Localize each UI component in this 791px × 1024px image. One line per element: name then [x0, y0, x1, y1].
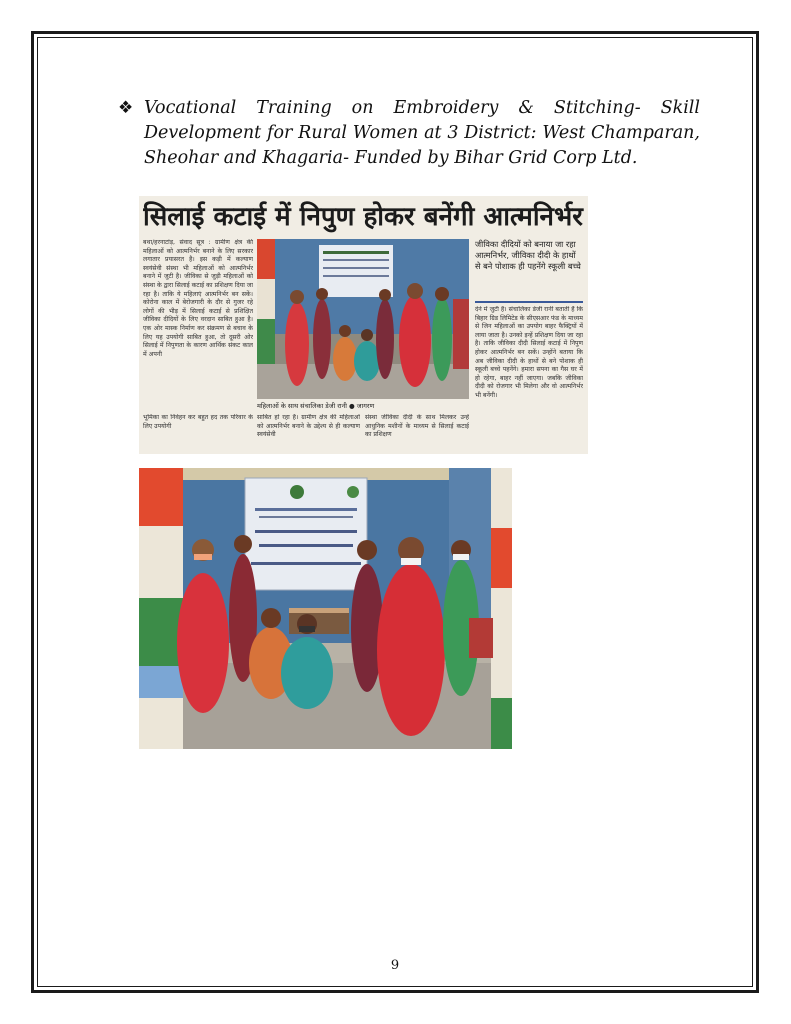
page-number: 9 [390, 958, 400, 973]
newspaper-clipping [139, 196, 588, 454]
diamond-bullet-icon: ❖ [118, 98, 134, 118]
clipping-column-right: देने में जुटी है। संचालिका डेजी रानी बताती हैं कि बिहार ग्रिड लिमिटेड के सीएसआर फंड के माध्यम से जिन महिलाओं का उपयोग बाहर फैक्ट्रियों में लाया जाता है। उनको इन्हें प्रशिक्षण दिया जा रहा है। ताकि जीविका दीदी सिलाई कटाई में निपुण होकर आत्मनिर्भर बन सकें। उन्होंने बताया कि अब जीविका दीदी के हाथों से बने पोशाक ही स्कूली बच्चे पहनेंगे। हमारा सपना का गैस घर में हो रहेगा, बाहर नहीं जाएगा। जबकि जीविका दीदी को रोजगार भी मिलेगा और वो आत्मनिर्भर भी बनेंगी। [475, 306, 583, 399]
clipping-column-bottom-3: संस्था जीविका दीदी के साथ मिलकर उन्हें आधुनिक मशीनों के माध्यम से सिलाई कटाई का प्रशिक्षण [365, 414, 469, 439]
clipping-photo [257, 239, 469, 399]
heading-text: Vocational Training on Embroidery & Stitching- Skill Development for Rural Women at 3 District: West Champaran, Sheohar and Khagaria- Funded by Bihar Grid Corp Ltd. [144, 98, 700, 168]
clipping-column-left: बथा/हरनाटांड़, संवाद सूत्र : ग्रामीण क्षेत्र की महिलाओं को आत्मनिर्भर बनाने के लिए सरकार लगातार प्रयासरत है। इस कड़ी में कल्याण स्वयंसेवी संस्था भी महिलाओं को आत्मनिर्भर बनाने में जुटी है। जीविका से जुड़ी महिलाओं को संस्था के द्वारा सिलाई कटाई का प्रशिक्षण दिया जा रहा है। ताकि ये महिलाएं आत्मनिर्भर बन सकें। कोरोना काल में बेरोजगारी के दौर से गुजर रहे लोगों की भीड़ में सिलाई कटाई से प्रशिक्षित जीविका दीदियों के लिए वरदान साबित हुआ है। एक ओर मास्क निर्माण कर संक्रमण से बचाव के लिए यह उपयोगी साबित हुआ, तो दूसरी ओर सिलाई में निपुणता के कारण आर्थिक संकट काल में अपनी [143, 239, 253, 358]
training-group-photo [139, 468, 512, 749]
clipping-divider [475, 301, 583, 303]
clipping-subheadline: जीविका दीदियों को बनाया जा रहा आत्मनिर्भर, जीविका दीदी के हाथों से बने पोशाक ही पहनेंगे स्कूली बच्चे [475, 239, 581, 271]
clipping-headline: सिलाई कटाई में निपुण होकर बनेंगी आत्मनिर्भर [143, 202, 583, 232]
clipping-photo-caption: महिलाओं के साथ संचालिका डेजी रानी ● जागरण [257, 402, 375, 410]
clipping-column-bottom-1: भूमिका का निर्वहन कर बहुत हद तक परिवार के लिए उपयोगी [143, 414, 253, 430]
clipping-column-bottom-2: साबित हो रहा है। ग्रामीण क्षेत्र की महिलाओं को आत्मनिर्भर बनाने के उद्देश्य से ही कल्याण स्वयंसेवी [257, 414, 360, 439]
section-heading [118, 96, 700, 171]
